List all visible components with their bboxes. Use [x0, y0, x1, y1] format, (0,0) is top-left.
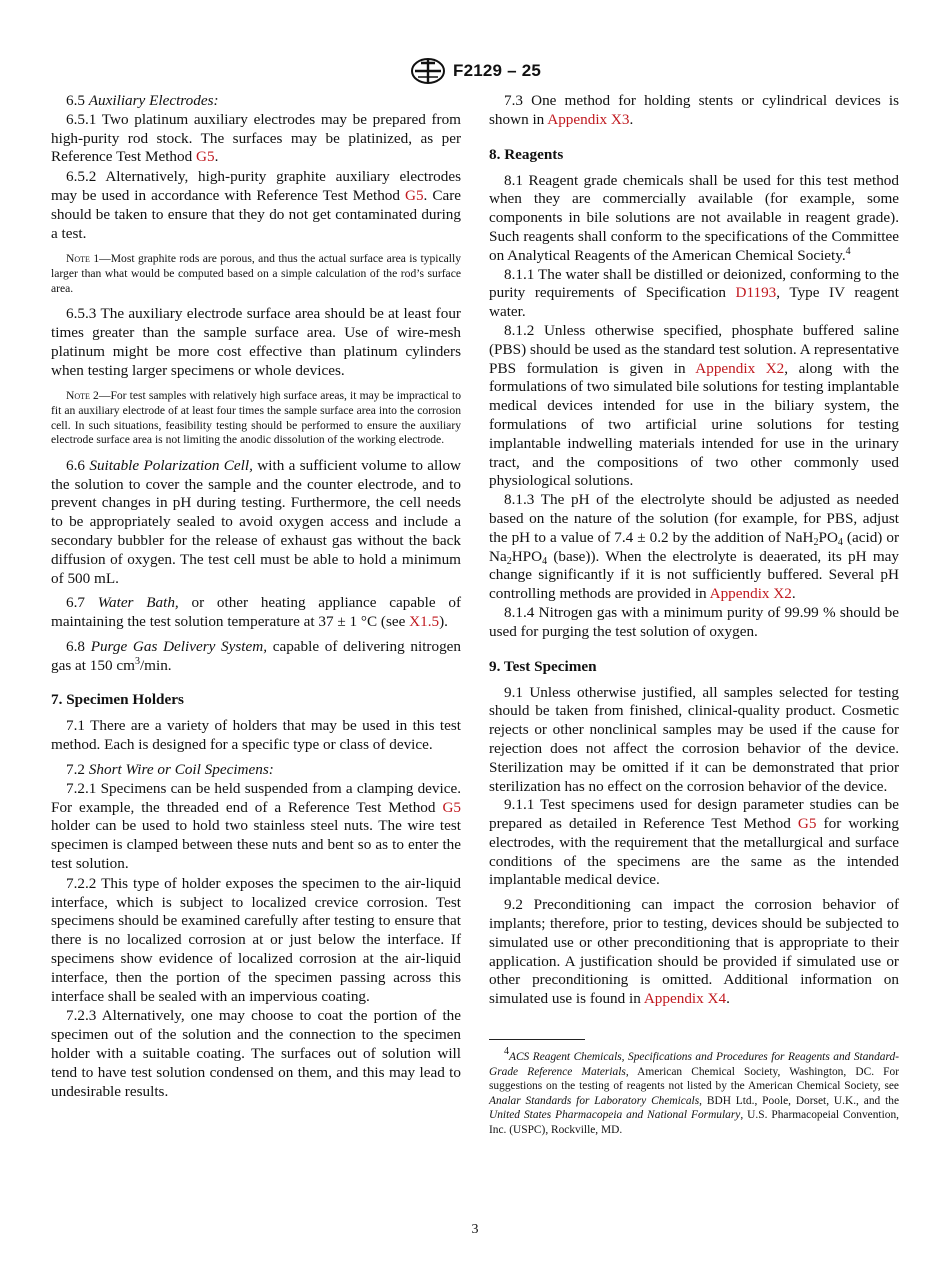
paragraph-7-1: 7.1 There are a variety of holders that may be used in this test method. Each is designed for a specific type or class of device. — [51, 717, 461, 754]
paragraph-6-5-2: 6.5.2 Alternatively, high-purity graphite auxiliary electrodes may be used in accordance with Reference Test Method G5. Care should be taken to ensure that they do not get contaminated during a test. — [51, 168, 462, 242]
section-6-5-heading: 6.5 Auxiliary Electrodes: — [66, 92, 219, 109]
link-appendix-x3[interactable]: Appendix X3 — [547, 110, 630, 128]
paragraph-8-1-2: 8.1.2 Unless otherwise specified, phosphate buffered saline (PBS) should be used as the standard test solution. A representative PBS formulation is given in Appendix X2, along with the formulations of two simulated bile solutions for testing implantable medical devices intended for use in the biliary system, the formulations of two artificial urine solutions for testing implantable indwelling materials intended for use in the urinary tract, and the compositions of two other commonly used physiological solutions. — [489, 321, 900, 490]
section-8-heading: 8. Reagents — [489, 145, 564, 163]
note-1: Note 1—Most graphite rods are porous, and thus the actual surface area is typically larger than what would be computed based on a simple calculation of the rod’s surface area. — [51, 252, 462, 295]
paragraph-7-2-1: 7.2.1 Specimens can be held suspended from a clamping device. For example, the threaded end of a Reference Test Method G5 holder can be used to hold two stainless steel nuts. The wire test specimen is clamped between these nuts and bent so as to enter the test solution. — [51, 779, 461, 873]
section-7-2-heading: 7.2 Short Wire or Coil Specimens: — [66, 761, 274, 779]
section-9-heading: 9. Test Specimen — [489, 657, 597, 675]
page-number: 3 — [471, 1222, 479, 1237]
paragraph-6-5-1: 6.5.1 Two platinum auxiliary electrodes may be prepared from high-purity rod stock. The surfaces may be platinized, as per Reference Test Method G5. — [51, 110, 461, 166]
paragraph-8-1-3: 8.1.3 The pH of the electrolyte should be adjusted as needed based on the nature of the solution (for example, for PBS, adjust the pH to a value of 7.4 ± 0.2 by the addition of $NaH_2PO_4$ (acid) or $Na_2HPO_4$ (base)). When the electrolyte is deaerated, its pH may change significantly if it is not sufficiently buffered. Several pH controlling methods are provided in Appendix X2. — [489, 491, 900, 603]
footnote-ref-4[interactable]: 4 — [845, 245, 851, 257]
paragraph-6-8: 6.8 Purge Gas Delivery System, capable of delivering nitrogen gas at 150 $cm^3/\min$. — [51, 637, 462, 674]
right-column — [489, 92, 899, 1138]
link-g5[interactable]: G5 — [442, 798, 461, 816]
link-d1193[interactable]: D1193 — [735, 284, 777, 302]
paragraph-6-5-3: 6.5.3 The auxiliary electrode surface area should be at least four times greater than the sample surface area. Use of wire-mesh platinum might be more cost effective than platinum cylinders when testing larger specimens or whole devices. — [51, 305, 461, 379]
standard-designation: F2129 – 25 — [452, 61, 541, 80]
link-g5[interactable]: G5 — [404, 186, 424, 204]
paragraph-7-3: 7.3 One method for holding stents or cylindrical devices is shown in Appendix X3. — [489, 92, 899, 128]
paragraph-6-7: 6.7 Water Bath, or other heating appliance capable of maintaining the test solution temperature at 37 ± 1 °C (see X1.5). — [51, 594, 462, 631]
paragraph-6-6: 6.6 Suitable Polarization Cell, with a sufficient volume to allow the solution to cover the sample and the counter electrode, and to prevent changes in pH during testing. Furthermore, the cell needs to be appropriately sealed to avoid oxygen access and include a secondary bubbler for the release of exhaust gas without the back diffusion of oxygen. The test cell must be able to hold a minimum of 500 mL. — [51, 456, 462, 587]
link-appendix-x2[interactable]: Appendix X2 — [709, 585, 792, 603]
link-appendix-x4[interactable]: Appendix X4 — [643, 990, 727, 1008]
paragraph-8-1-4: 8.1.4 Nitrogen gas with a minimum purity of 99.99 % should be used for purging the test solution of oxygen. — [489, 603, 899, 640]
link-g5[interactable]: G5 — [196, 148, 215, 166]
paragraph-7-2-3: 7.2.3 Alternatively, one may choose to coat the portion of the specimen out of the solution and the connection to the specimen holder with a suitable coating. The surfaces out of solution will tend to have test solution condensed on them, and this may lead to undesirable results. — [51, 1007, 461, 1100]
paragraph-9-2: 9.2 Preconditioning can impact the corrosion behavior of implants; therefore, prior to testing, devices should be subjected to simulated use or other preconditioning that is appropriate to their application. A justification should be provided if simulated use or other preconditioning is omitted. Additional information on simulated use is found in Appendix X4. — [489, 896, 899, 1008]
left-column — [51, 92, 461, 1101]
section-7-heading: 7. Specimen Holders — [51, 691, 184, 709]
astm-logo-icon — [409, 56, 447, 86]
link-x1-5[interactable]: X1.5 — [409, 613, 440, 631]
paragraph-9-1: 9.1 Unless otherwise justified, all samples selected for testing should be taken from finished, clinical-quality product. Cosmetic rejects or other nonclinical samples may be used if the cause for rejection does not affect the corrosion behavior of the device. Sterilization may be omitted if it can be demonstrated that prior sterilization has no effect on the corrosion behavior of the device. — [489, 683, 899, 795]
footnote-4: $^4$ACS Reagent Chemicals, Specifications and Procedures for Reagents and Standard-Grade Reference Materials, American Chemical Society, Washington, DC. For suggestions on the testing of reagents not listed by the American Chemical Society, see Analar Standards for Laboratory Chemicals, BDH Ltd., Poole, Dorset, U.K., and the United States Pharmacopeia and National Formulary, U.S. Pharmacopeial Convention, Inc. (USPC), Rockville, MD. — [489, 1046, 900, 1137]
paragraph-8-1: 8.1 Reagent grade chemicals shall be used for this test method when they are commercially available (for example, some components in bile solutions are not available in reagent grade). Such reagents shall conform to the specifications of the Committee on Analytical Reagents of the American Chemical Society.$^4$ — [489, 171, 899, 264]
note-2: Note 2—For test samples with relatively high surface areas, it may be impractical to fit an auxiliary electrode of at least four times the sample surface area into the corrosion cell. In such situations, feasibility testing should be performed to ensure the auxiliary electrode surface area is not limiting the anodic dissolution of the working electrode. — [51, 389, 461, 447]
link-appendix-x2[interactable]: Appendix X2 — [695, 359, 785, 377]
footnote-divider — [489, 1039, 585, 1040]
paragraph-9-1-1: 9.1.1 Test specimens used for design parameter studies can be prepared as detailed in Reference Test Method G5 for working electrodes, with the requirement that the metallurgical and surface conditions of the specimens are the same as the intended implantable medical device. — [489, 796, 899, 889]
page-header — [0, 56, 950, 86]
link-g5[interactable]: G5 — [797, 815, 817, 833]
paragraph-7-2-2: 7.2.2 This type of holder exposes the specimen to the air-liquid interface, which is subject to localized crevice corrosion. Test specimens should be examined carefully after testing to ensure that there is no localized corrosion at or just below the interface. If specimens show evidence of localized corrosion at the air-liquid interface, then the portion of the specimen passing across this interface shall be sealed with an impervious coating. — [51, 874, 461, 1005]
paragraph-8-1-1: 8.1.1 The water shall be distilled or deionized, conforming to the purity requirements of Specification D1193, Type IV reagent water. — [489, 265, 899, 321]
